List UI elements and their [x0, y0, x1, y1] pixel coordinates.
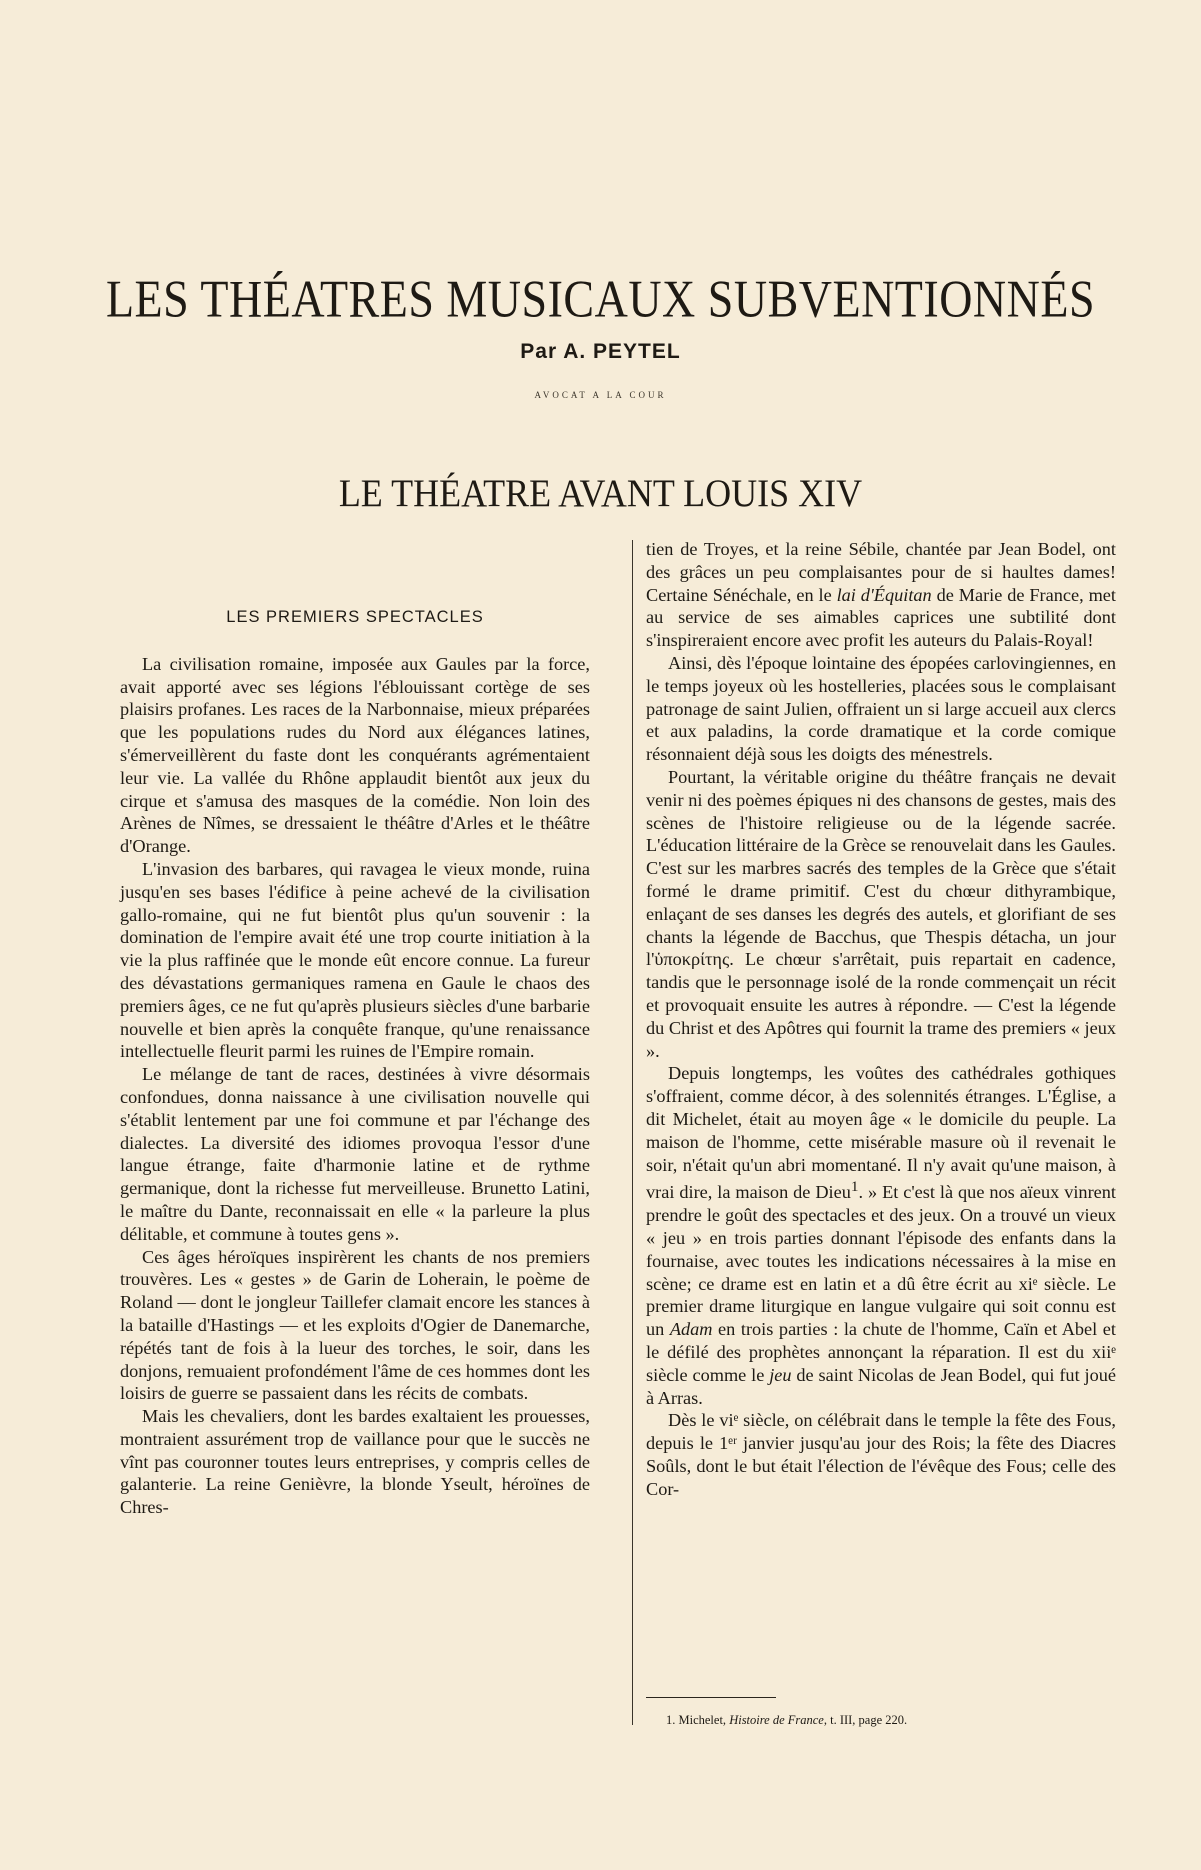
paragraph: Depuis longtemps, les voûtes des cathédrales gothiques s'offraient, comme décor, à des solennités étranges. L'Église, a dit Michelet, était au moyen âge « le domicile du peuple. La maison de l'homme, cette misérable masure où il revenait le soir, n'était qu'un abri momentané. Il n'y avait qu'une maison, à vrai dire, la maison de Dieu$^1$. » Et c'est là que nos aïeux vinrent prendre le goût des spectacles et des jeux. On a trouvé un vieux « jeu » en trois parties donnant l'épisode des enfants dans la fournaise, avec toutes les indications nécessaires à la mise en scène; ce drame est en latin et a dû être écrit au xiᵉ siècle. Le premier drame liturgique en langue vulgaire qui soit connu est un Adam en trois parties : la chute de l'homme, Caïn et Abel et le défilé des prophètes annonçant la réparation. Il est du xiiᵉ siècle comme le jeu de saint Nicolas de Jean Bodel, qui fut joué à Arras.: [646, 1063, 1116, 1408]
work-title: Histoire de France: [729, 1713, 824, 1727]
column-divider: [632, 540, 633, 1725]
section-title: LE THÉATRE AVANT LOUIS XIV: [338, 471, 863, 515]
footnote: 1. Michelet, Histoire de France, t. III, page 220.: [666, 1713, 908, 1727]
paragraph: Dès le viᵉ siècle, on célébrait dans le temple la fête des Fous, depuis le 1ᵉʳ janvier jusqu'au jour des Rois; la fête des Diacres Soûls, dont le but était l'élection de l'évêque des Fous; celle des Cor-: [646, 1410, 1117, 1499]
paragraph: La civilisation romaine, imposée aux Gaules par la force, avait apporté avec ses légions l'éblouissant cortège de ses plaisirs profanes. Les races de la Narbonnaise, mieux préparées que les populations rudes du Nord aux élégances latines, s'émerveillèrent du faste dont les conquérants agrémentaient leur vie. La vallée du Rhône applaudit bientôt aux jeux du cirque et s'amusa des masques de la comédie. Non loin des Arènes de Nîmes, se dressaient le théâtre d'Arles et le théâtre d'Orange.: [120, 653, 590, 857]
author-byline: Par A. PEYTEL: [520, 340, 681, 363]
work-title: jeu: [769, 1364, 792, 1385]
work-title: Adam: [669, 1319, 713, 1340]
paragraph: tien de Troyes, et la reine Sébile, chantée par Jean Bodel, ont des grâces un peu complaisantes pour de si haultes dames! Certaine Sénéchale, en le lai d'Équitan de Marie de France, met au service de ses aimables caprices une subtilité dont s'inspireraient encore avec profit les auteurs du Palais-Royal!: [646, 539, 1116, 651]
subheading: LES PREMIERS SPECTACLES: [226, 608, 484, 626]
paragraph: Mais les chevaliers, dont les bardes exaltaient les prouesses, montraient assurément trop de vaillance pour que le succès ne vînt pas couronner toutes leurs entreprises, y compris celles de galanterie. La reine Genièvre, la blonde Yseult, héroïnes de Chres-: [120, 1406, 590, 1518]
left-column: [120, 538, 590, 1519]
paragraph: Ainsi, dès l'époque lointaine des épopées carlovingiennes, en le temps joyeux où les hostelleries, placées sous le complaisant patronage de saint Julien, offraient un si large accueil aux clercs et aux paladins, la corde dramatique et la corde comique résonnaient déjà sous les doigts des ménestrels.: [646, 652, 1116, 765]
article-title: LES THÉATRES MUSICAUX SUBVENTIONNÉS: [105, 269, 1096, 328]
footnote-rule: [646, 1697, 776, 1698]
paragraph: Pourtant, la véritable origine du théâtre français ne devait venir ni des poèmes épiques ni des chansons de gestes, mais des scènes de l'histoire religieuse ou de la légende sacrée. L'éducation littéraire de la Grèce se renouvelait dans les Gaules. C'est sur les marbres sacrés des temples de la Grèce que s'était formé le drame primitif. C'est du chœur dithyrambique, enlaçant de ses danses les degrés des autels, et glorifiant de ses chants la légende de Bacchus, que Thespis détacha, un jour l'ὑποκρίτης. Le chœur s'arrêtait, puis repartait en cadence, tandis que le personnage isolé de la ronde commençait un récit et provoquait ensuite les autres à répondre. — C'est la légende du Christ et des Apôtres qui fournit la trame des premiers « jeux ».: [646, 766, 1116, 1061]
paragraph: Ces âges héroïques inspirèrent les chants de nos premiers trouvères. Les « gestes » de Garin de Loherain, le poème de Roland — dont le jongleur Taillefer clamait encore les stances à la bataille d'Hastings — et les exploits d'Ogier de Danemarche, répétés tant de fois à la lueur des torches, le soir, dans les donjons, remuaient profondément l'âme de ces hommes dont les loisirs de guerre se passaient dans les récits de combats.: [120, 1246, 590, 1404]
footnote-ref: 1: [850, 1178, 859, 1196]
paragraph: L'invasion des barbares, qui ravagea le vieux monde, ruina jusqu'en ses bases l'édifice à peine achevé de la civilisation gallo-romaine, qui ne fut bientôt plus qu'un souvenir : la domination de l'empire avait été une trop courte initiation à la vie la plus raffinée que le monde eût encore connue. La fureur des dévastations germaniques ramena en Gaule le chaos des premiers âges, ce ne fut qu'après plusieurs siècles d'une barbarie nouvelle et bien après la conquête franque, qu'une renaissance intellectuelle fleurit parmi les ruines de l'Empire romain.: [120, 858, 590, 1062]
author-role: AVOCAT A LA COUR: [534, 390, 667, 400]
work-title: lai d'Équitan: [836, 584, 932, 605]
paragraph: Le mélange de tant de races, destinées à vivre désormais confondues, donna naissance à une civilisation nouvelle qui s'établit lentement par une foi commune et par l'échange des dialectes. La diversité des idiomes provoqua l'essor d'une langue étrange, faite d'harmonie latine et de rythme germanique, dont la richesse fut merveilleuse. Brunetto Latini, le maître du Dante, reconnaissait en elle « la parleure la plus délitable, et commune à toutes gens ».: [120, 1064, 590, 1244]
right-column: [646, 538, 1116, 1501]
